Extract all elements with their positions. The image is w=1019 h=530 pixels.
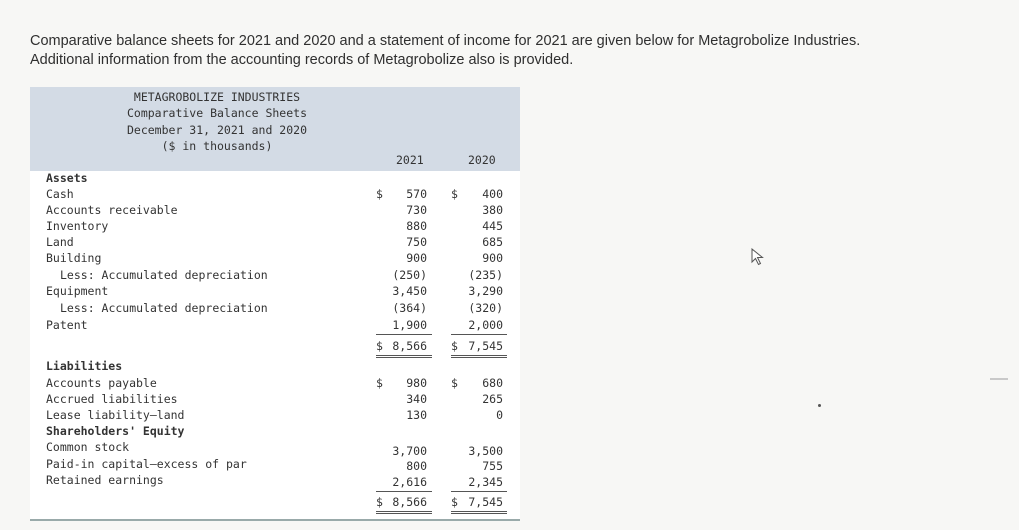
asset-value-2020: 3,290	[468, 284, 503, 298]
intro-text	[30, 32, 1005, 70]
dot-mark	[818, 404, 821, 407]
asset-label: Land	[46, 235, 74, 249]
equity-value-2020: 3,500	[468, 444, 503, 458]
total-rule	[451, 513, 507, 514]
year-2021-header: 2021	[396, 153, 424, 167]
asset-value-2020: (320)	[468, 301, 503, 315]
total-rule	[376, 355, 432, 356]
asset-label: Accounts receivable	[46, 203, 178, 217]
statement-title: Comparative Balance Sheets	[126, 106, 307, 120]
asset-value-2021: 570	[406, 187, 427, 201]
asset-label: Equipment	[46, 284, 109, 298]
liability-value-2020: 265	[482, 392, 503, 406]
equity-value-2020: 755	[482, 459, 503, 473]
liability-label: Accrued liabilities	[46, 392, 178, 406]
liability-label: Lease liability–land	[46, 408, 185, 422]
asset-value-2020: (235)	[468, 268, 503, 282]
equity-label: Paid-in capital–excess of par	[46, 457, 247, 471]
liabilities-header: Liabilities	[46, 359, 123, 373]
liability-value-2021: 130	[406, 408, 427, 422]
liability-value-2020: 0	[496, 408, 503, 422]
liability-value-2021: 980	[406, 376, 427, 390]
year-2020-header: 2020	[468, 153, 496, 167]
company-name: METAGROBOLIZE INDUSTRIES	[133, 90, 301, 104]
liability-label: Accounts payable	[46, 376, 157, 390]
asset-value-2020: 380	[482, 203, 503, 217]
asset-value-2020: 2,000	[468, 318, 503, 332]
dollar-sign: $	[376, 495, 383, 509]
total-rule	[451, 357, 507, 358]
total-rule	[376, 511, 432, 512]
asset-label: Patent	[46, 318, 88, 332]
total-assets-2020: 7,545	[468, 339, 503, 353]
subtotal-rule	[451, 491, 507, 492]
asset-value-2021: (364)	[392, 301, 427, 315]
asset-value-2021: 750	[406, 235, 427, 249]
dollar-sign: $	[451, 376, 458, 390]
asset-label: Less: Accumulated depreciation	[60, 268, 268, 282]
total-rule	[451, 355, 507, 356]
asset-value-2021: 3,450	[392, 284, 427, 298]
equity-value-2021: 800	[406, 459, 427, 473]
subtotal-rule	[376, 334, 432, 335]
balance-sheet	[30, 87, 520, 521]
assets-header: Assets	[46, 171, 88, 185]
table-bottom-border	[30, 519, 520, 521]
asset-value-2020: 445	[482, 219, 503, 233]
asset-value-2020: 400	[482, 187, 503, 201]
liability-value-2020: 680	[482, 376, 503, 390]
equity-label: Retained earnings	[46, 473, 164, 487]
intro-line-2: Additional information from the accounting records of Metagrobolize also is provided.	[30, 52, 574, 68]
asset-value-2020: 685	[482, 235, 503, 249]
dollar-sign: $	[376, 339, 383, 353]
statement-date: December 31, 2021 and 2020	[126, 123, 307, 137]
divider-mark	[990, 378, 1008, 380]
total-assets-2021: 8,566	[392, 339, 427, 353]
asset-label: Inventory	[46, 219, 109, 233]
equity-header: Shareholders' Equity	[46, 424, 185, 438]
subtotal-rule	[451, 334, 507, 335]
equity-value-2021: 2,616	[392, 475, 427, 489]
equity-value-2020: 2,345	[468, 475, 503, 489]
intro-line-1: Comparative balance sheets for 2021 and 2020 and a statement of income for 2021 are given below for Metagrobolize Industries.	[30, 33, 861, 49]
subtotal-rule	[376, 491, 432, 492]
statement-units: ($ in thousands)	[161, 139, 273, 153]
asset-value-2020: 900	[482, 251, 503, 265]
equity-value-2021: 3,700	[392, 444, 427, 458]
asset-label: Less: Accumulated depreciation	[60, 301, 268, 315]
asset-label: Building	[46, 251, 102, 265]
asset-value-2021: 1,900	[392, 318, 427, 332]
total-liab-equity-2020: 7,545	[468, 495, 503, 509]
total-rule	[376, 357, 432, 358]
equity-label: Common stock	[46, 440, 130, 454]
dollar-sign: $	[376, 187, 383, 201]
liability-value-2021: 340	[406, 392, 427, 406]
dollar-sign: $	[451, 495, 458, 509]
asset-label: Cash	[46, 187, 74, 201]
asset-value-2021: 880	[406, 219, 427, 233]
total-rule	[451, 511, 507, 512]
asset-value-2021: 730	[406, 203, 427, 217]
mouse-pointer-icon	[751, 248, 767, 266]
asset-value-2021: (250)	[392, 268, 427, 282]
total-liab-equity-2021: 8,566	[392, 495, 427, 509]
dollar-sign: $	[451, 187, 458, 201]
dollar-sign: $	[451, 339, 458, 353]
asset-value-2021: 900	[406, 251, 427, 265]
total-rule	[376, 513, 432, 514]
dollar-sign: $	[376, 376, 383, 390]
